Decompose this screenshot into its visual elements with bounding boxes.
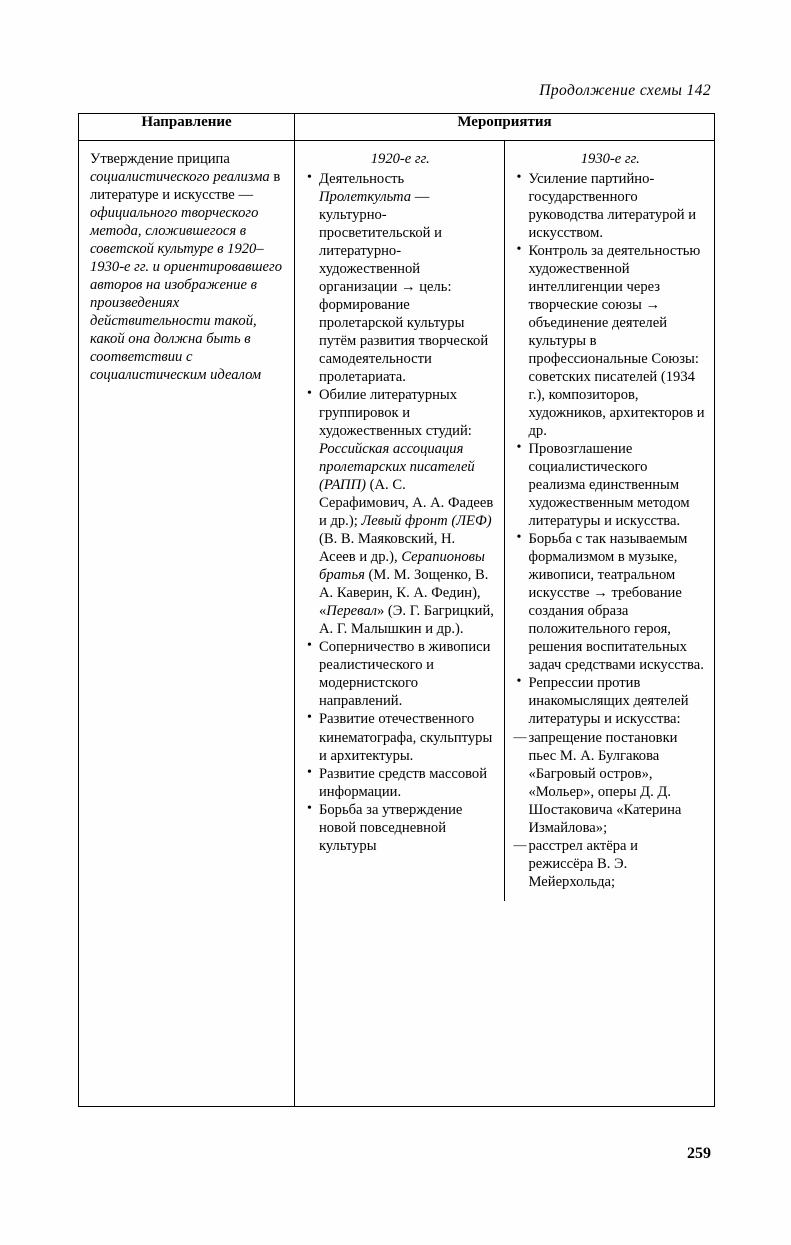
events-1930-inner (505, 141, 715, 901)
table-body (79, 141, 715, 1107)
list-item (306, 170, 495, 386)
emphasis-text: официального творческого метода, сложившегося в советской культуре в 1920–1930-е гг. и ориентировавшего авторов на изображение в произведениях действительности такой, какой она должна быть в соответствии с социалистическим идеалом (90, 205, 282, 384)
plain-text: Деятельность (319, 171, 405, 188)
table-head (79, 114, 715, 141)
events-subcolumns (295, 141, 714, 901)
list-item (306, 801, 495, 855)
direction-cell (79, 141, 295, 1107)
list-item (516, 674, 706, 728)
plain-text: Провозглашение социалистического реализма единственным художественным методом литературы и искусства. (528, 441, 690, 530)
running-head: Продолжение схемы 142 (539, 82, 711, 99)
events-list-1930s (516, 170, 706, 891)
plain-text: (А. С. Серафимович, А. А. Фадеев и др.); (319, 477, 494, 530)
list-item (516, 170, 706, 242)
list-item (306, 638, 495, 710)
plain-text: в литературе и искусстве — (90, 169, 281, 204)
events-1920-inner (295, 141, 504, 865)
list-item (516, 729, 706, 837)
plain-text: Усиление партийно-государственного руководства литературой и искусством. (528, 171, 697, 242)
decade-label-1920s: 1920-е гг. (370, 151, 430, 167)
emphasis-text: Левый фронт (ЛЕФ) (361, 513, 492, 530)
list-item (516, 837, 706, 891)
list-item (516, 530, 706, 674)
direction-cell-inner (79, 141, 294, 394)
plain-text: Контроль за деятельностью художественной интеллигенции через творческие союзы → объединение деятелей культуры в профессиональные Союзы: советских писателей (1934 г.), композиторов, художников, архитекторов и др. (528, 243, 705, 440)
plain-text: (М. М. Зощенко, В. А. Каверин, К. А. Федин), « (319, 567, 489, 620)
plain-text: Утверждение приципа (90, 151, 230, 167)
list-item (306, 710, 495, 764)
list-item (516, 440, 706, 530)
decade-label-1930s: 1930-е гг. (580, 151, 640, 167)
plain-text: » (Э. Г. Багрицкий, А. Г. Малышкин и др.). (319, 603, 494, 638)
table-header-row (79, 114, 715, 141)
emphasis-text: Российская ассоциация пролетарских писателей (РАПП) (319, 441, 475, 494)
list-item (516, 242, 706, 440)
plain-text: Развитие средств массовой информации. (319, 765, 488, 800)
emphasis-text: Серапионовы братья (319, 549, 485, 584)
plain-text: (В. В. Маяковский, Н. Асеев и др.), (319, 531, 456, 566)
events-list-1920s (306, 170, 495, 855)
list-item (306, 765, 495, 801)
schema-table (78, 113, 715, 1107)
plain-text: Обилие литературных группировок и художественных студий: (319, 387, 472, 440)
page-number: 259 (687, 1145, 711, 1162)
column-header-direction: Направление (79, 114, 295, 141)
events-column-1930s (505, 141, 715, 901)
plain-text: Репрессии против инакомыслящих деятелей литературы и искусства: (528, 675, 689, 728)
table-row (79, 141, 715, 1107)
events-cell (295, 141, 715, 1107)
plain-text: Борьба за утверждение новой повседневной культуры (319, 801, 463, 854)
plain-text: Развитие отечественного кинематографа, скульптуры и архитектуры. (319, 711, 493, 764)
events-column-1920s (295, 141, 505, 901)
emphasis-text: Пролеткульта (319, 189, 412, 206)
plain-text: запрещение постановки пьес М. А. Булгакова «Багровый остров», «Мольер», оперы Д. Д. Шостаковича «Катерина Измайлова»; (528, 729, 682, 836)
list-item (306, 386, 495, 638)
emphasis-text: Перевал (326, 603, 377, 620)
plain-text: Соперничество в живописи реалистического и модернистского направлений. (319, 639, 491, 710)
direction-text (90, 150, 284, 384)
emphasis-text: социалистического реализма (90, 169, 270, 186)
plain-text: расстрел актёра и режиссёра В. Э. Мейерхольда; (528, 837, 638, 890)
plain-text: — культурно-просветительской и литературно-художественной организации → цель: формирование пролетарской культуры путём развития творческой самодеятельности пролетариата. (319, 189, 489, 386)
plain-text: Борьба с так называемым формализмом в музыке, живописи, театральном искусстве → требование создания образа положительного героя, решения воспитательных задач средствами искусства. (528, 531, 704, 674)
column-header-events: Мероприятия (295, 114, 715, 141)
